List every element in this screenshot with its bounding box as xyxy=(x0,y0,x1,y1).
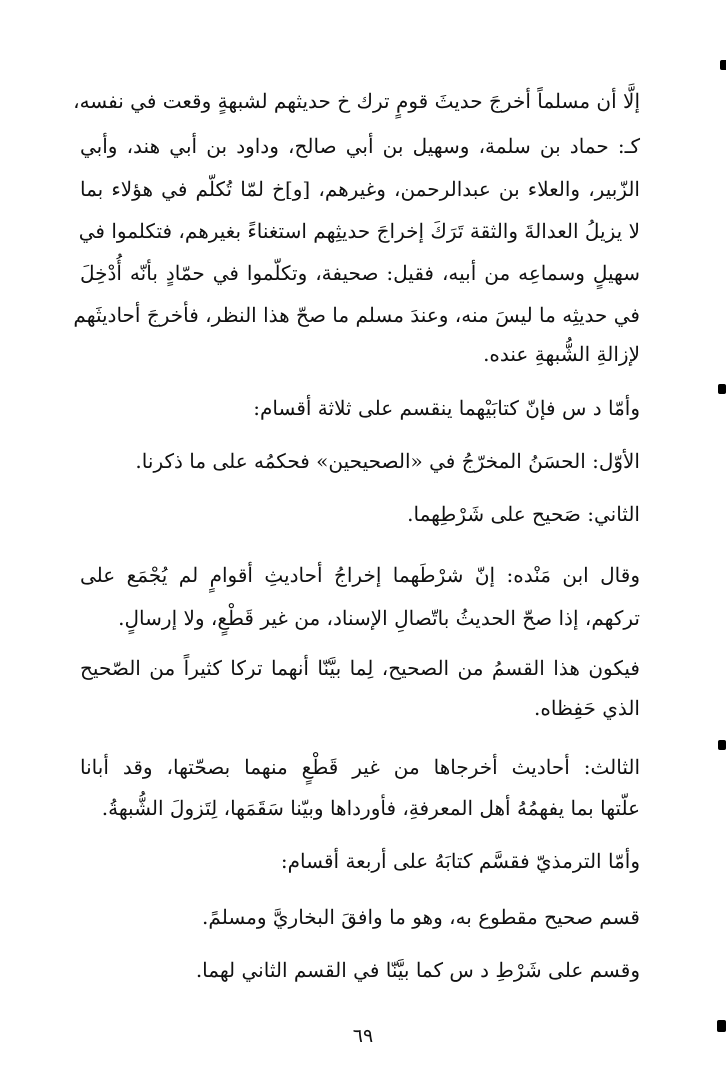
text-line-10: الثاني: صَحيح على شَرْطِهما. xyxy=(407,502,640,526)
text-line-2: كـ: حماد بن سلمة، وسهيل بن أبي صالح، وداود بن أبي هند، وأبي xyxy=(80,134,640,158)
text-line-13: فيكون هذا القسمُ من الصحيح، لِما بيَّنّا أنهما تركا كثيراً من الصّحيح xyxy=(80,656,640,680)
text-line-9: الأوّل: الحسَنُ المخرّجُ في «الصحيحين» فحكمُه على ما ذكرنا. xyxy=(135,449,640,473)
text-line-5: سهيلٍ وسماعِه من أبيه، فقيل: صحيفة، وتكلّموا في حمّادٍ بأنّه أُدْخِلَ xyxy=(80,261,640,285)
text-line-3: الزّبير، والعلاء بن عبدالرحمن، وغيرهم، [و]خ لمّا تُكلّم في هؤلاء بما xyxy=(80,177,640,201)
binding-mark xyxy=(717,1020,726,1032)
text-line-15: الثالث: أحاديث أخرجاها من غير قَطْعٍ منهما بصحّتها، وقد أبانا xyxy=(80,755,640,779)
text-line-6: في حديثِه ما ليسَ منه، وعندَ مسلم ما صحّ هذا النظر، فأخرجَ أحاديثَهم xyxy=(73,303,640,327)
text-line-12: تركهم، إذا صحّ الحديثُ باتّصالِ الإسناد، من غير قَطْعٍ، ولا إرسالٍ. xyxy=(118,606,640,630)
text-line-7: لإزالةِ الشُّبهةِ عنده. xyxy=(483,342,640,366)
text-line-19: وقسم على شَرْطِ د س كما بيَّنّا في القسم الثاني لهما. xyxy=(195,958,640,982)
binding-mark xyxy=(718,384,726,394)
text-line-11: وقال ابن مَنْده: إنّ شرْطَهما إخراجُ أحاديثِ أقوامٍ لم يُجْمَع على xyxy=(80,563,640,587)
binding-mark xyxy=(718,740,726,750)
binding-mark xyxy=(720,60,726,70)
text-line-1: إلَّا أن مسلماً أخرجَ حديثَ قومٍ ترك خ حديثهم لشبهةٍ وقعت في نفسه، xyxy=(73,89,640,113)
text-line-16: علّتها بما يفهمُهُ أهل المعرفةِ، فأورداها وبيّنا سَقَمَها، لِتَزولَ الشُّبهةُ. xyxy=(101,796,640,820)
text-line-18: قسم صحيح مقطوع به، وهو ما وافقَ البخاريَّ ومسلمً. xyxy=(202,905,640,929)
text-line-8: وأمّا د س فإنّ كتابَيْهما ينقسم على ثلاثة أقسام: xyxy=(253,396,640,420)
text-line-4: لا يزيلُ العدالةَ والثقة تَرَكَ إخراجَ حديثِهم استغناءً بغيرهم، فتكلموا في xyxy=(78,219,640,243)
text-line-14: الذي حَفِظاه. xyxy=(534,696,640,720)
page-number: ٦٩ xyxy=(352,1025,374,1047)
text-line-17: وأمّا الترمذيّ فقسَّم كتابَهُ على أربعة أقسام: xyxy=(280,849,640,873)
